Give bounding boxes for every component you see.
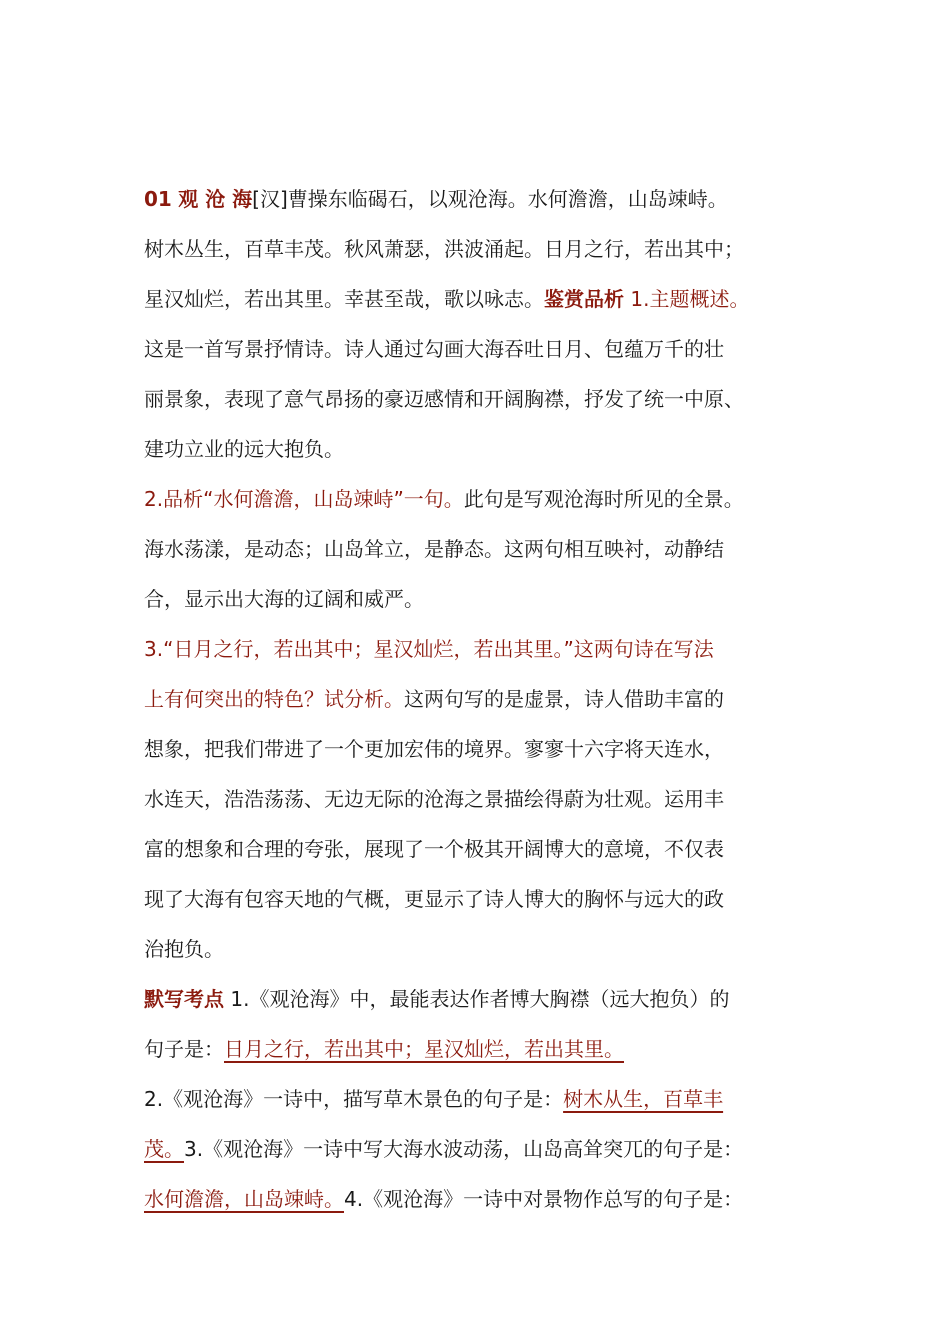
text-line-8 bbox=[144, 534, 834, 564]
text-line-18 bbox=[144, 1034, 834, 1064]
text-line-21 bbox=[144, 1184, 834, 1214]
answer-text: 合，显示出大海的辽阔和威严。 bbox=[144, 587, 424, 611]
question-heading: 3.“日月之行，若出其中；星汉灿烂，若出其里。”这两句诗在写法 bbox=[144, 637, 714, 661]
answer-text: 丽景象，表现了意气昂扬的豪迈感情和开阔胸襟，抒发了统一中原、 bbox=[144, 387, 744, 411]
text-line-4 bbox=[144, 334, 834, 364]
text-line-10 bbox=[144, 634, 834, 664]
answer-text: 富的想象和合理的夸张，展现了一个极其开阔博大的意境，不仅表 bbox=[144, 837, 724, 861]
dictation-answer: 树木从生，百草丰 bbox=[563, 1087, 724, 1111]
text-line-20 bbox=[144, 1134, 834, 1164]
text-line-9 bbox=[144, 584, 834, 614]
text-line-12 bbox=[144, 734, 834, 764]
dictation-heading: 默写考点 bbox=[144, 987, 224, 1011]
dictation-question: 1.《观沧海》中，最能表达作者博大胸襟（远大抱负）的 bbox=[230, 987, 730, 1011]
answer-text: 海水荡漾，是动态；山岛耸立，是静态。这两句相互映衬，动静结 bbox=[144, 537, 724, 561]
question-heading: 。 bbox=[729, 287, 750, 311]
text-line-2 bbox=[144, 234, 834, 264]
answer-text: 建功立业的远大抱负。 bbox=[144, 437, 344, 461]
text-line-5 bbox=[144, 384, 834, 414]
answer-text: 水连天，浩浩荡荡、无边无际的沧海之景描绘得蔚为壮观。运用丰 bbox=[144, 787, 724, 811]
answer-text: 治抱负。 bbox=[144, 937, 224, 961]
text-line-16 bbox=[144, 934, 834, 964]
dictation-answer: 茂。 bbox=[144, 1137, 184, 1161]
poem-text: 东临碣石，以观沧海。水何澹澹，山岛竦峙。 bbox=[327, 187, 728, 211]
dictation-question: 句子是： bbox=[144, 1037, 224, 1061]
question-heading: 1.主题概述 bbox=[630, 287, 730, 311]
text-line-19 bbox=[144, 1084, 834, 1114]
question-heading: 上有何突出的特色？试分析。 bbox=[144, 687, 404, 711]
poem-text: 树木丛生，百草丰茂。秋风萧瑟，洪波涌起。日月之行，若出其中； bbox=[144, 237, 744, 261]
text-line-6 bbox=[144, 434, 834, 464]
answer-text: 这是一首写景抒情诗。诗人通过勾画大海吞吐日月、包蕴万千的壮 bbox=[144, 337, 724, 361]
answer-text: 现了大海有包容天地的气概，更显示了诗人博大的胸怀与远大的政 bbox=[144, 887, 724, 911]
text-line-7 bbox=[144, 484, 834, 514]
text-line-17 bbox=[144, 984, 834, 1014]
text-line-14 bbox=[144, 834, 834, 864]
text-line-1 bbox=[144, 184, 834, 214]
text-line-15 bbox=[144, 884, 834, 914]
answer-text: 这两句写的是虚景，诗人借助丰富的 bbox=[404, 687, 724, 711]
answer-text: 想象，把我们带进了一个更加宏伟的境界。寥寥十六字将天连水， bbox=[144, 737, 724, 761]
text-line-11 bbox=[144, 684, 834, 714]
appreciation-heading: 鉴赏品析 bbox=[544, 287, 624, 311]
poem-number: 01 bbox=[144, 187, 172, 211]
poem-author: [汉]曹操 bbox=[252, 187, 328, 211]
text-line-3 bbox=[144, 284, 834, 314]
dictation-answer: 日月之行，若出其中；星汉灿烂，若出其里。 bbox=[224, 1037, 624, 1061]
dictation-question: 4.《观沧海》一诗中对景物作总写的句子是： bbox=[344, 1187, 744, 1211]
answer-text: 此句是写观沧海时所见的全景。 bbox=[463, 487, 744, 511]
poem-title: 观 沧 海 bbox=[178, 187, 253, 211]
question-heading: 2.品析“水何澹澹，山岛竦峙”一句。 bbox=[144, 487, 464, 511]
text-line-13 bbox=[144, 784, 834, 814]
dictation-answer: 水何澹澹，山岛竦峙。 bbox=[144, 1187, 344, 1211]
dictation-question: 3.《观沧海》一诗中写大海水波动荡，山岛高耸突兀的句子是： bbox=[184, 1137, 744, 1161]
dictation-question: 2.《观沧海》一诗中，描写草木景色的句子是： bbox=[144, 1087, 564, 1111]
poem-text: 星汉灿烂，若出其里。幸甚至哉，歌以咏志。 bbox=[144, 287, 544, 311]
